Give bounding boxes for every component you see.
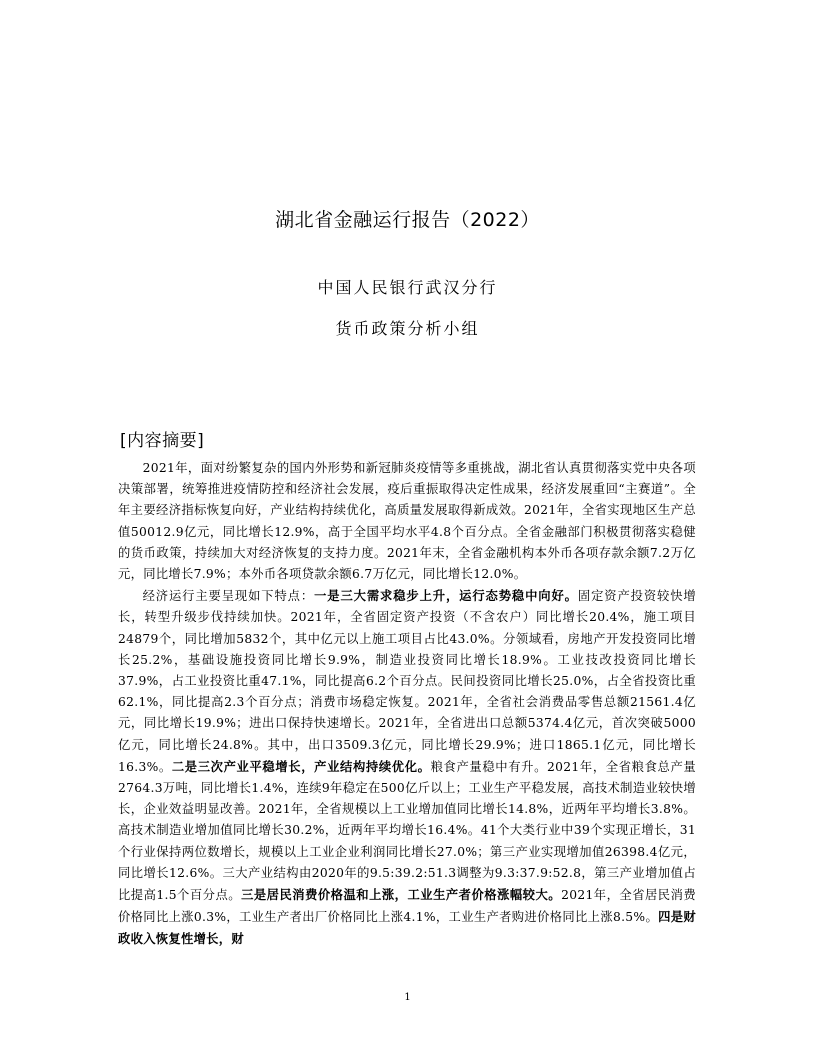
page-number: 1 bbox=[404, 992, 411, 1003]
report-title: 湖北省金融运行报告（2022） bbox=[275, 209, 540, 231]
point-1-title: 一是三大需求稳步上升，运行态势稳中向好。 bbox=[314, 588, 578, 604]
paragraph-2-intro: 经济运行主要呈现如下特点： bbox=[142, 589, 315, 604]
section-heading: [内容摘要] bbox=[120, 431, 205, 451]
group-line: 货币政策分析小组 bbox=[335, 319, 480, 338]
point-4-title: 四是财政收入恢复性增长，财 bbox=[118, 909, 696, 947]
paragraph-1: 2021年，面对纷繁复杂的国内外形势和新冠肺炎疫情等多重挑战，湖北省认真贯彻落实党中央各项决策部署，统筹推进疫情防控和经济社会发展，疫后重振取得决定性成果，经济发展重回“主赛道”。全年主要经济指标恢复向好，产业结构持续优化，高质量发展取得新成效。2021年，全省实现地区生产总值50012.9亿元，同比增长12.9%，高于全国平均水平4.8个百分点。全省金融部门积极贯彻落实稳健的货币政策，持续加大对经济恢复的支持力度。2021年末，全省金融机构本外币各项存款余额7.2万亿元，同比增长7.9%；本外币各项贷款余额6.7万亿元，同比增长12.0%。 bbox=[118, 461, 696, 582]
paragraph-2 bbox=[118, 585, 696, 950]
point-3-title: 三是居民消费价格温和上涨，工业生产者价格涨幅较大。 bbox=[241, 887, 562, 903]
author-line: 中国人民银行武汉分行 bbox=[317, 278, 498, 297]
point-3-text: 2021年，全省居民消费价格同比上涨0.3%，工业生产者出厂价格同比上涨4.1%，工业生产者购进价格同比上涨8.5%。 bbox=[118, 888, 696, 925]
summary-body bbox=[118, 458, 696, 951]
point-1-text: 固定资产投资较快增长，转型升级步伐持续加快。2021年，全省固定资产投资（不含农户）同比增长20.4%，施工项目24879个，同比增加5832个，其中亿元以上施工项目占比43.0%。分领域看，房地产开发投资同比增长25.2%，基础设施投资同比增长9.9%，制造业投资同比增长18.9%。工业技改投资同比增长37.9%，占工业投资比重47.1%，同比提高6.2个百分点。民间投资同比增长25.0%，占全省投资比重62.1%，同比提高2.3个百分点；消费市场稳定恢复。2021年，全省社会消费品零售总额21561.4亿元，同比增长19.9%；进出口保持快速增长。2021年，全省进出口总额5374.4亿元，首次突破5000亿元，同比增长24.8%。其中，出口3509.3亿元，同比增长29.9%；进口1865.1亿元，同比增长16.3%。 bbox=[118, 589, 696, 774]
point-2-title: 二是三次产业平稳增长，产业结构持续优化。 bbox=[171, 758, 431, 774]
point-2-text: 粮食产量稳中有升。2021年，全省粮食总产量2764.3万吨，同比增长1.4%，连续9年稳定在500亿斤以上；工业生产平稳发展，高技术制造业较快增长，企业效益明显改善。2021年，全省规模以上工业增加值同比增长14.8%，近两年平均增长3.8%。高技术制造业增加值同比增长30.2%，近两年平均增长16.4%。41个大类行业中39个实现正增长，31个行业保持两位数增长，规模以上工业企业利润同比增长27.0%；第三产业实现增加值26398.4亿元，同比增长12.6%。三大产业结构由2020年的9.5:39.2:51.3调整为9.3:37.9:52.8，第三产业增加值占比提高1.5个百分点。 bbox=[118, 759, 696, 903]
